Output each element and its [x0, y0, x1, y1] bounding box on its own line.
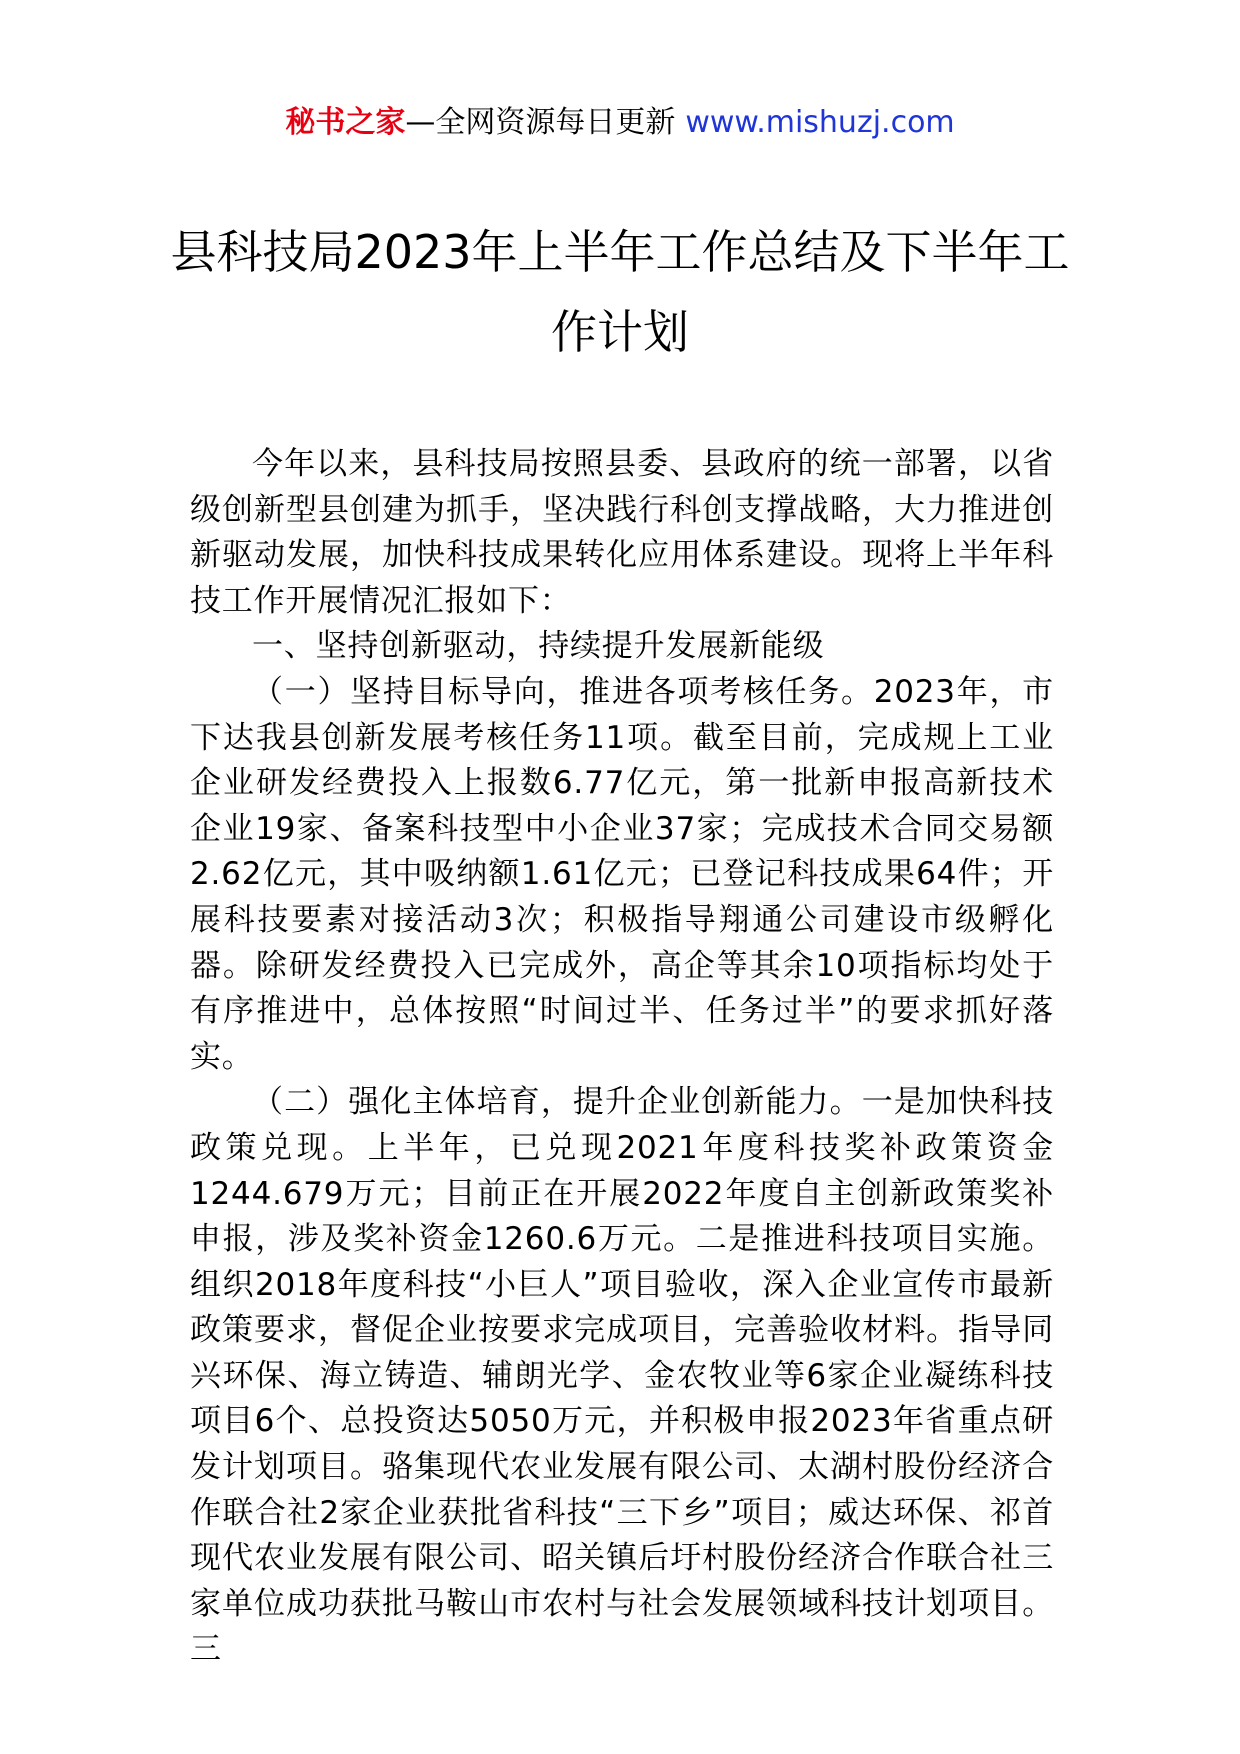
body-paragraph: （二）强化主体培育，提升企业创新能力。一是加快科技政策兑现。上半年，已兑现2021年度科技奖补政策资金1244.679万元；目前正在开展2022年度自主创新政策奖补申报，涉及奖补资金1260.6万元。二是推进科技项目实施。组织2018年度科技“小巨人”项目验收，深入企业宣传市最新政策要求，督促企业按要求完成项目，完善验收材料。指导同兴环保、海立铸造、辅朗光学、金农牧业等6家企业凝练科技项目6个、总投资达5050万元，并积极申报2023年省重点研发计划项目。骆集现代农业发展有限公司、太湖村股份经济合作联合社2家企业获批省科技“三下乡”项目；威达环保、祁首现代农业发展有限公司、昭关镇后圩村股份经济合作联合社三家单位成功获批马鞍山市农村与社会发展领域科技计划项目。三	[190, 1084, 1054, 1668]
site-brand: 秘书之家	[285, 105, 406, 140]
site-url-link[interactable]: www.mishuzj.com	[685, 105, 955, 140]
document-title: 县科技局2023年上半年工作总结及下半年工作计划	[170, 225, 1070, 359]
site-header	[0, 103, 1240, 143]
document-body	[190, 442, 1054, 1673]
body-paragraph: （一）坚持目标导向，推进各项考核任务。2023年，市下达我县创新发展考核任务11项。截至目前，完成规上工业企业研发经费投入上报数6.77亿元，第一批新申报高新技术企业19家、备案科技型中小企业37家；完成技术合同交易额2.62亿元，其中吸纳额1.61亿元；已登记科技成果64件；开展科技要素对接活动3次；积极指导翔通公司建设市级孵化器。除研发经费投入已完成外，高企等其余10项指标均处于有序推进中，总体按照“时间过半、任务过半”的要求抓好落实。	[190, 673, 1054, 1075]
section-heading-1: 一、坚持创新驱动，持续提升发展新能级	[252, 628, 825, 665]
intro-paragraph: 今年以来，县科技局按照县委、县政府的统一部署，以省级创新型县创建为抓手，坚决践行科创支撑战略，大力推进创新驱动发展，加快科技成果转化应用体系建设。现将上半年科技工作开展情况汇报如下：	[190, 446, 1054, 619]
site-tagline: —全网资源每日更新	[405, 105, 676, 140]
